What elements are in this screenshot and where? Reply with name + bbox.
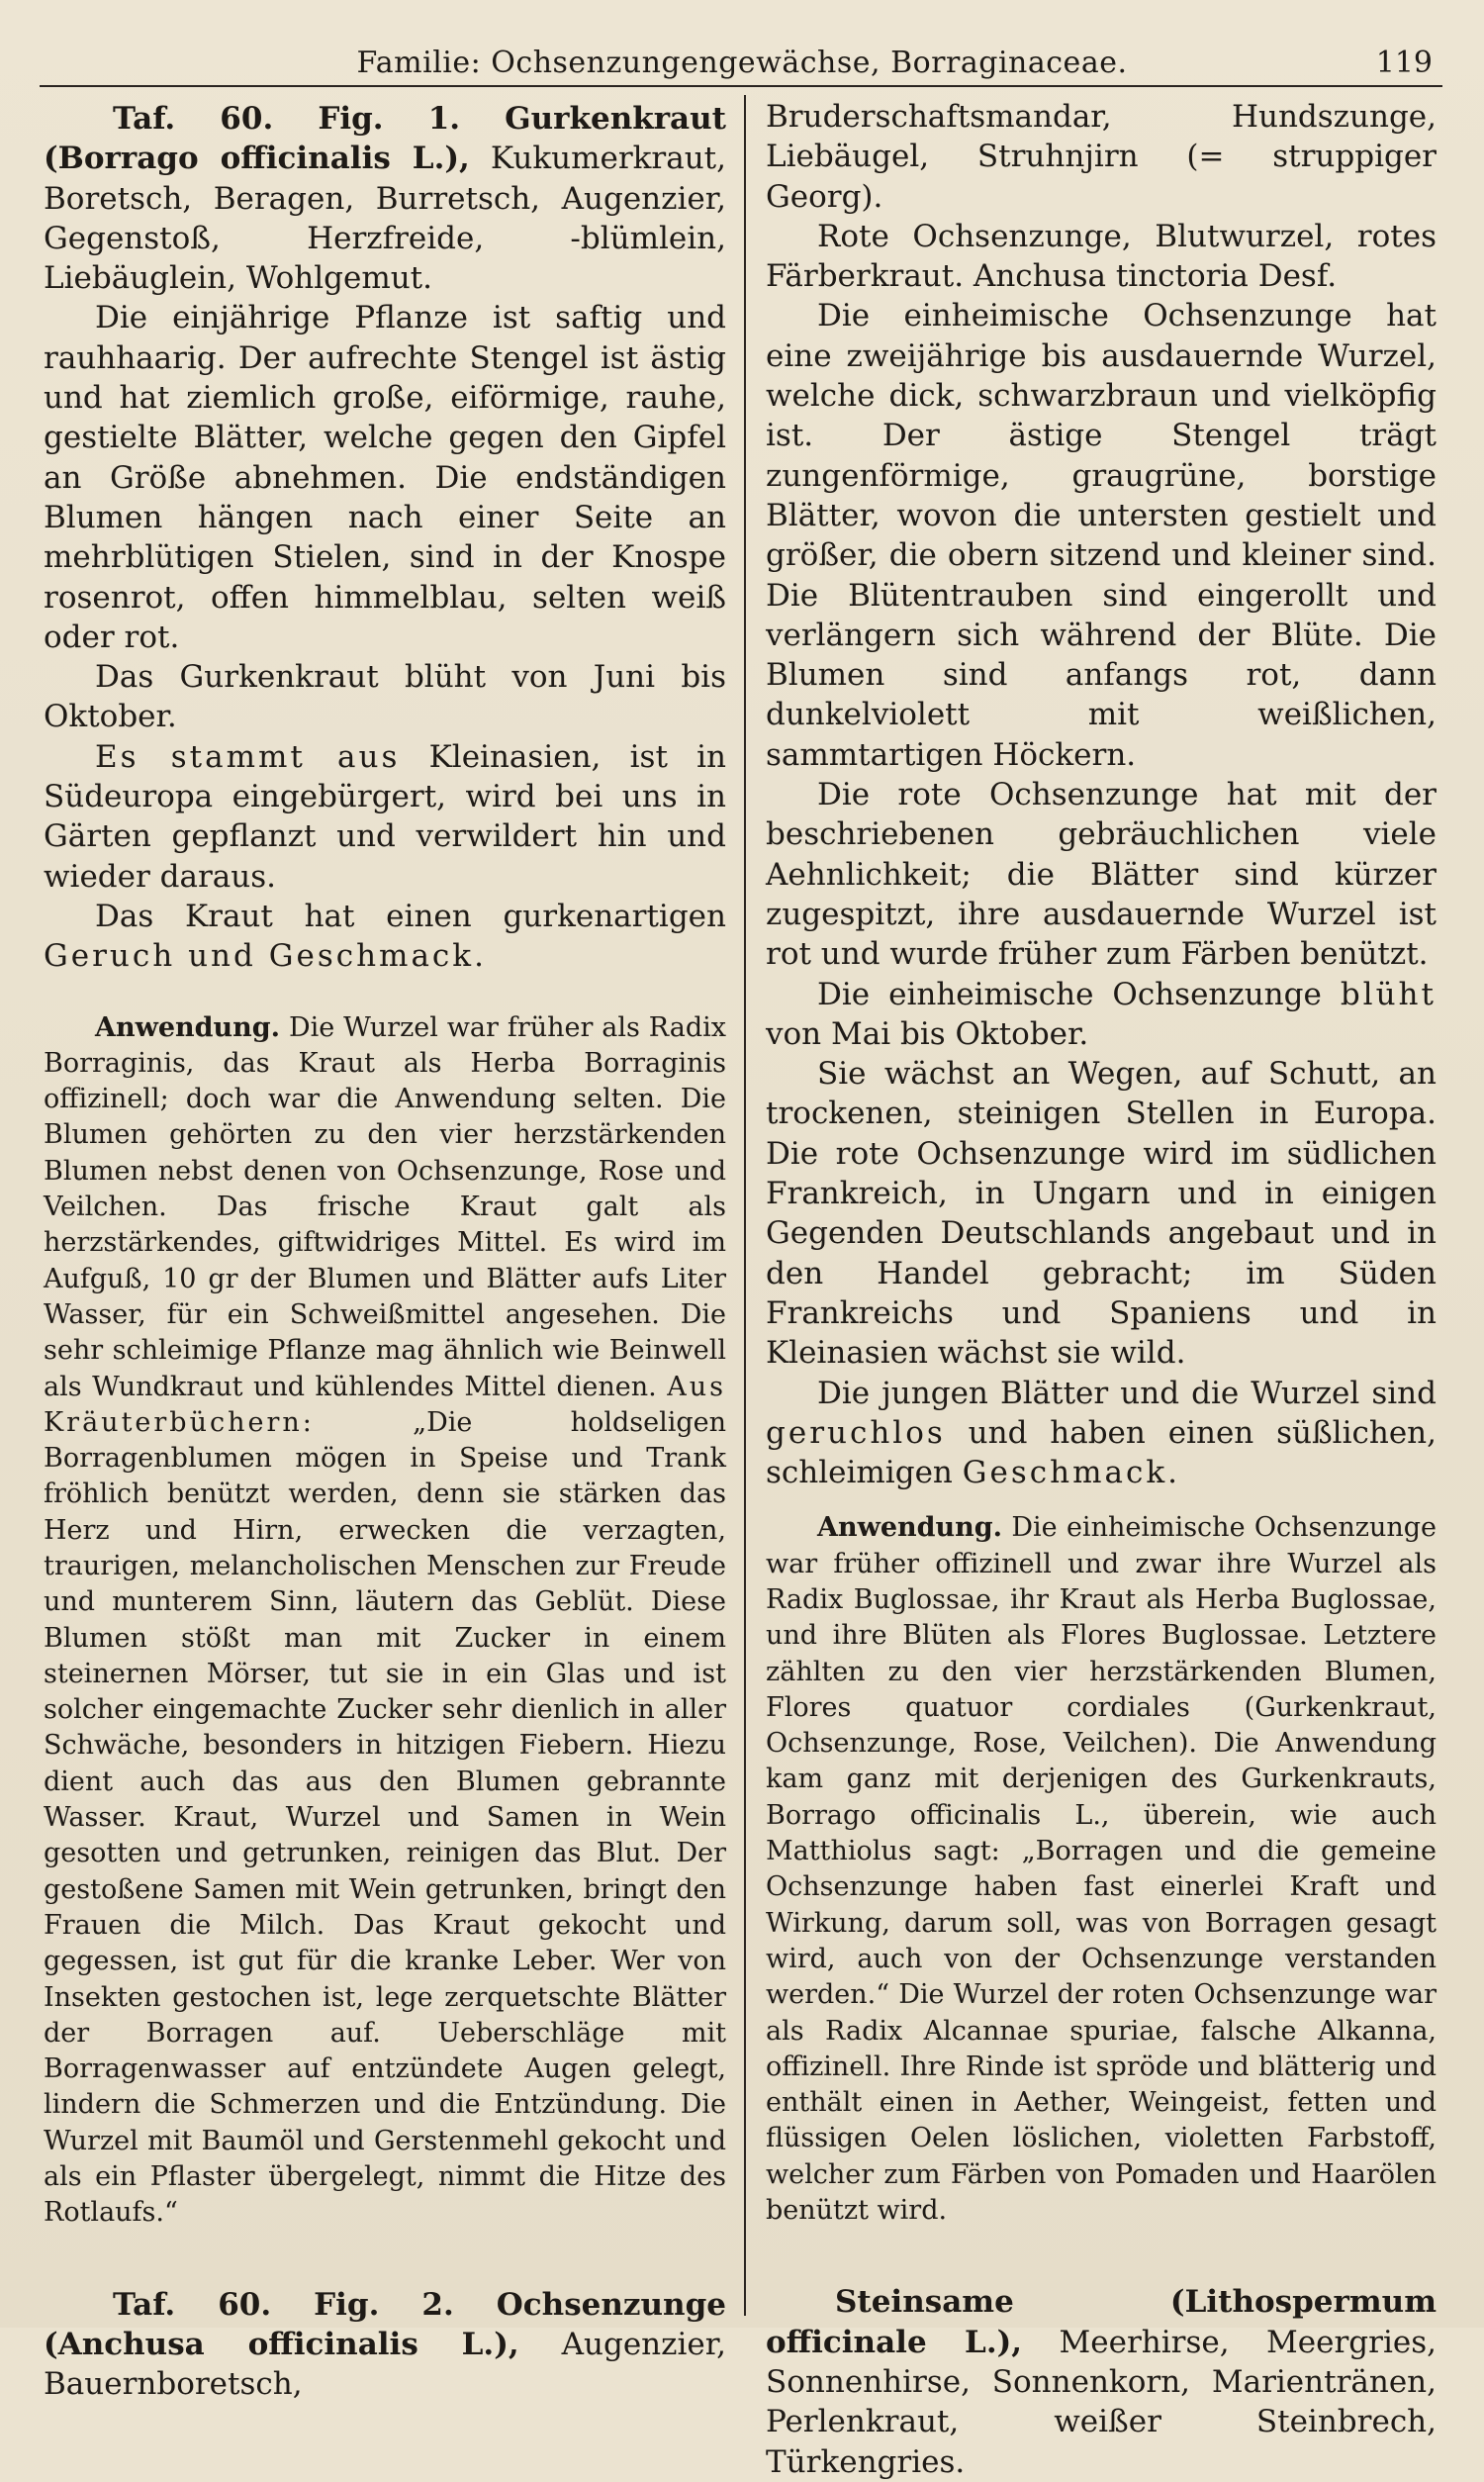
anchusa-tinctoria: Rote Ochsenzunge, Blutwurzel, rotes Färberkraut. Anchusa tinctoria Desf.: [766, 218, 1437, 295]
anchusa-smell-spaced2: Geschmack.: [962, 1455, 1180, 1491]
anchusa-smell-lead: Die jungen Blätter und die Wurzel sind: [817, 1375, 1437, 1411]
anchusa-usage-label: Anwendung.: [817, 1512, 1003, 1544]
entry-borrago-synonyms: Kukumerkraut, Boretsch, Beragen, Burretsch, Augenzier, Gegenstoß, Herzfreide, -blümlein, Liebäuglein, Wohlgemut.: [44, 141, 726, 297]
entry-anchusa: [44, 2285, 726, 2405]
borrago-smell: [44, 897, 726, 977]
anchusa-synonyms-cont: Bruderschaftsmandar, Hundszunge, Liebäugel, Struhnjirn (= struppiger Georg).: [766, 99, 1437, 215]
borrago-description: Die einjährige Pflanze ist saftig und rauhhaarig. Der aufrechte Stengel ist ästig und hat ziemlich große, eiförmige, rauhe, gestielte Blätter, welche gegen den Gipfel an Größe abnehmen. Die endständigen Blumen hängen nach einer Seite an mehrblütigen Stielen, sind in der Knospe rosenrot, offen himmelblau, selten weiß oder rot.: [44, 300, 726, 655]
anchusa-smell-mid: und haben einen süßlichen, schleimigen: [766, 1414, 1437, 1491]
entry-lithospermum-synonyms: Meerhirse, Meergries, Sonnenhirse, Sonnenkorn, Marientränen, Perlenkraut, weißer Steinbrech, Türkengries.: [766, 2324, 1437, 2480]
entry-borrago: [44, 99, 726, 298]
anchusa-description: Die einheimische Ochsenzunge hat eine zweijährige bis ausdauernde Wurzel, welche dick, schwarzbraun und vielköpfig ist. Der ästige Stengel trägt zungenförmige, graugrüne, borstige Blätter, wovon die untersten gestielt und größer, die obern sitzend und kleiner sind. Die Blütentrauben sind eingerollt und verlängern sich während der Blüte. Die Blumen sind anfangs rot, dann dunkelviolett mit weißlichen, sammtartigen Höckern.: [766, 298, 1437, 773]
header-rule: [40, 85, 1442, 87]
anchusa-flowering-rest: von Mai bis Oktober.: [766, 1015, 1089, 1052]
right-column: [766, 97, 1437, 2482]
borrago-origin-lead: Es stammt aus: [95, 738, 401, 775]
entry-lithospermum: [766, 2282, 1437, 2481]
left-column: [44, 99, 726, 2405]
running-title: Familie: Ochsenzungengewächse, Borraginaceae.: [356, 46, 1128, 80]
page-number: 119: [1375, 46, 1433, 80]
anchusa-smell-spaced1: geruchlos: [766, 1414, 946, 1451]
entry-borrago-heading: Taf. 60. Fig. 1. Gurkenkraut (Borrago officinalis L.),: [44, 101, 726, 177]
anchusa-red-description: Die rote Ochsenzunge hat mit der beschriebenen gebräuchlichen viele Aehnlichkeit; die Blätter sind kürzer zugespitzt, ihre ausdauernde Wurzel ist rot und wurde früher zum Färben benützt.: [766, 777, 1437, 973]
borrago-herbal-books-label: Aus Kräuterbüchern:: [44, 1371, 726, 1438]
anchusa-flowering-lead: Die einheimische Ochsenzunge: [817, 976, 1322, 1012]
borrago-usage-label: Anwendung.: [95, 1011, 281, 1043]
anchusa-smell: [766, 1374, 1437, 1493]
anchusa-usage-text: Die einheimische Ochsenzunge war früher offizinell und zwar ihre Wurzel als Radix Buglossae, ihr Kraut als Herba Buglossae, und ihre Blüten als Flores Buglossae. Letztere zählten zu den vier herzstärkenden Blumen, Flores quatuor cordiales (Gurkenkraut, Ochsenzunge, Rose, Veilchen). Die Anwendung kam ganz mit derjenigen des Gurkenkrauts, Borrago officinalis L., überein, wie auch Matthiolus sagt: „Borragen und die gemeine Ochsenzunge haben fast einerlei Kraft und Wirkung, darum soll, was von Borragen gesagt wird, auch von der Ochsenzunge verstanden werden.“ Die Wurzel der roten Ochsenzunge war als Radix Alcannae spuriae, falsche Alkanna, offizinell. Ihre Rinde ist spröde und blätterig und enthält einen in Aether, Weingeist, fetten und flüssigen Oelen löslichen, violetten Farbstoff, welcher zum Färben von Pomaden und Haarölen benützt wird.: [766, 1512, 1437, 2227]
spacer: [766, 1492, 1437, 1510]
borrago-origin-text: Kleinasien, ist in Südeuropa eingebürgert, wird bei uns in Gärten gepflanzt und verwildert hin und wieder daraus.: [44, 738, 726, 895]
running-head: [0, 0, 1484, 79]
entry-anchusa-heading: Taf. 60. Fig. 2. Ochsenzunge (Anchusa officinalis L.),: [44, 2286, 726, 2362]
borrago-usage: [44, 1010, 726, 2232]
borrago-smell-lead: Das Kraut hat einen gurkenartigen: [95, 898, 726, 934]
borrago-smell-spaced: Geruch und Geschmack.: [44, 938, 487, 975]
spacer: [766, 2229, 1437, 2282]
spacer: [44, 977, 726, 1010]
column-divider: [744, 95, 746, 2316]
spacer: [44, 2232, 726, 2285]
entry-anchusa-synonyms: Augenzier, Bauernboretsch,: [44, 2326, 726, 2403]
anchusa-flowering-spaced: blüht: [1340, 976, 1437, 1012]
borrago-herbal-quote: „Die holdseligen Borragenblumen mögen in Speise und Trank fröhlich benützt werden, denn sie stärken das Herz und Hirn, erwecken die verzagten, traurigen, melancholischen Menschen zur Freude und munterem Sinn, läutern das Geblüt. Diese Blumen stößt man mit Zucker in einem steinernen Mörser, tut sie in ein Glas und ist solcher eingemachte Zucker sehr dienlich in aller Schwäche, besonders in hitzigen Fiebern. Hiezu dient auch das aus den Blumen gebrannte Wasser. Kraut, Wurzel und Samen in Wein gesotten und getrunken, reinigen das Blut. Der gestoßene Samen mit Wein getrunken, bringt den Frauen die Milch. Das Kraut gekocht und gegessen, ist gut für die kranke Leber. Wer von Insekten gestochen ist, lege zerquetschte Blätter der Borragen auf. Ueberschläge mit Borragenwasser auf entzündete Augen gelegt, lindern die Schmerzen und die Entzündung. Die Wurzel mit Baumöl und Gerstenmehl gekocht und als ein Pflaster übergelegt, nimmt die Hitze des Rotlaufs.“: [44, 1406, 726, 2229]
borrago-flowering: Das Gurkenkraut blüht von Juni bis Oktober.: [44, 659, 726, 735]
anchusa-habitat: Sie wächst an Wegen, auf Schutt, an trockenen, steinigen Stellen in Europa. Die rote Ochsenzunge wird im südlichen Frankreich, in Ungarn und in einigen Gegenden Deutschlands angebaut und in den Handel gebracht; im Süden Frankreichs und Spaniens und in Kleinasien wächst sie wild.: [766, 1056, 1437, 1372]
entry-lithospermum-heading: Steinsame (Lithospermum officinale L.),: [766, 2284, 1437, 2360]
anchusa-usage: [766, 1510, 1437, 2229]
anchusa-flowering: [766, 975, 1437, 1055]
borrago-origin: [44, 737, 726, 897]
borrago-usage-text: Die Wurzel war früher als Radix Borraginis, das Kraut als Herba Borraginis offizinell; doch war die Anwendung selten. Die Blumen gehörten zu den vier herzstärkenden Blumen nebst denen von Ochsenzunge, Rose und Veilchen. Das frische Kraut galt als herzstärkendes, giftwidriges Mittel. Es wird im Aufguß, 10 gr der Blumen und Blätter aufs Liter Wasser, für ein Schweißmittel angesehen. Die sehr schleimige Pflanze mag ähnlich wie Beinwell als Wundkraut und kühlendes Mittel dienen.: [44, 1011, 726, 1402]
